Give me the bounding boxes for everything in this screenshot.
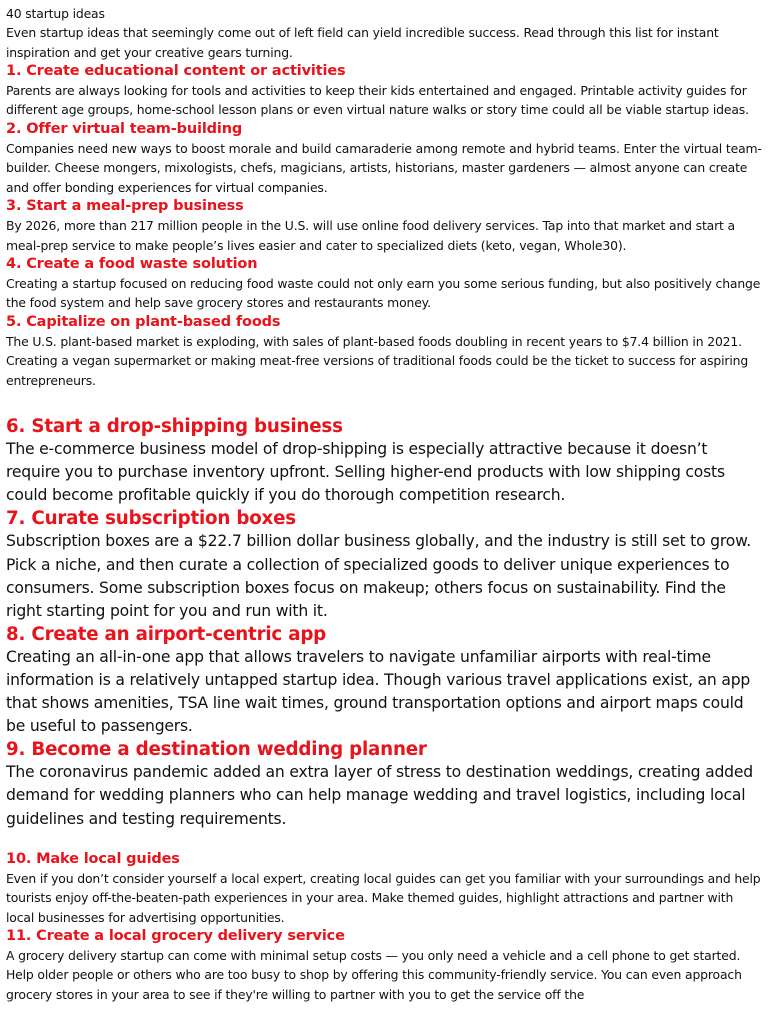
- idea-heading-9: 9. Become a destination wedding planner: [6, 739, 427, 761]
- idea-body-6: The e-commerce business model of drop-shipping is especially attractive because it doesn’t require you to purchase inventory upfront. Selling higher-end products with low shipping costs could become profitable quickly if you do thorough competition research.: [6, 440, 725, 505]
- idea-heading-2: 2. Offer virtual team-building: [6, 120, 243, 137]
- document-intro: Even startup ideas that seemingly come out of left field can yield incredible success. Read through this list for instant inspiration and get your creative gears turning.: [6, 25, 719, 60]
- idea-body-10: Even if you don’t consider yourself a local expert, creating local guides can get you familiar with your surroundings and help tourists enjoy off-the-beaten-path experiences in your area. Make themed guides, highlight attractions and partner with local businesses for advertising opportunities.: [6, 870, 761, 925]
- idea-heading-1: 1. Create educational content or activities: [6, 62, 346, 79]
- idea-body-4: Creating a startup focused on reducing food waste could not only earn you some serious funding, but also positively change the food system and help save grocery stores and restaurants money.: [6, 276, 761, 311]
- section-spacer: [6, 831, 762, 850]
- idea-body-5: The U.S. plant-based market is exploding, with sales of plant-based foods doubling in recent years to $7.4 billion in 2021. Creating a vegan supermarket or making meat-free versions of traditional foods could be the ticket to success for aspiring entrepreneurs.: [6, 334, 749, 388]
- idea-heading-3: 3. Start a meal-prep business: [6, 197, 244, 214]
- idea-heading-8: 8. Create an airport-centric app: [6, 623, 327, 645]
- idea-body-8: Creating an all-in-one app that allows travelers to navigate unfamiliar airports with real-time information is a relatively untapped startup idea. Though various travel applications exist, an app that shows amenities, TSA line wait times, ground transportation options and airport maps could be useful to passengers.: [6, 647, 751, 736]
- section-group-1: [6, 4, 762, 390]
- idea-heading-6: 6. Start a drop-shipping business: [6, 415, 343, 437]
- section-group-2: [6, 415, 762, 831]
- section-spacer: [6, 390, 762, 415]
- idea-body-2: Companies need new ways to boost morale and build camaraderie among remote and hybrid teams. Enter the virtual team-builder. Cheese mongers, mixologists, chefs, magicians, artists, historians, master gardeners — almost anyone can create and offer bonding experiences for virtual companies.: [6, 141, 762, 195]
- idea-heading-5: 5. Capitalize on plant-based foods: [6, 313, 281, 330]
- idea-body-9: The coronavirus pandemic added an extra layer of stress to destination weddings, creating added demand for wedding planners who can help manage wedding and travel logistics, including local guidelines and testing requirements.: [6, 763, 753, 828]
- idea-heading-11: 11. Create a local grocery delivery service: [6, 927, 345, 944]
- idea-body-3: By 2026, more than 217 million people in the U.S. will use online food delivery services. Tap into that market and start a meal-prep service to make people’s lives easier and cater to specialized diets (keto, vegan, Whole30).: [6, 218, 735, 253]
- section-group-3: [6, 850, 762, 1004]
- document-title: 40 startup ideas: [6, 6, 105, 21]
- idea-heading-7: 7. Curate subscription boxes: [6, 508, 296, 530]
- idea-body-1: Parents are always looking for tools and activities to keep their kids entertained and engaged. Printable activity guides for different age groups, home-school lesson plans or even virtual nature walks or story time could all be viable startup ideas.: [6, 83, 749, 118]
- idea-heading-10: 10. Make local guides: [6, 850, 180, 867]
- idea-heading-4: 4. Create a food waste solution: [6, 255, 258, 272]
- idea-body-7: Subscription boxes are a $22.7 billion dollar business globally, and the industry is still set to grow. Pick a niche, and then curate a collection of specialized goods to deliver unique experiences to consumers. Some subscription boxes focus on makeup; others focus on sustainability. Find the right starting point for you and run with it.: [6, 532, 751, 620]
- idea-body-11: A grocery delivery startup can come with minimal setup costs — you only need a vehicle and a cell phone to get started. Help older people or others who are too busy to shop by offering this community-friendly service. You can even approach grocery stores in your area to see if they're willing to partner with you to get the service off the: [6, 948, 742, 1002]
